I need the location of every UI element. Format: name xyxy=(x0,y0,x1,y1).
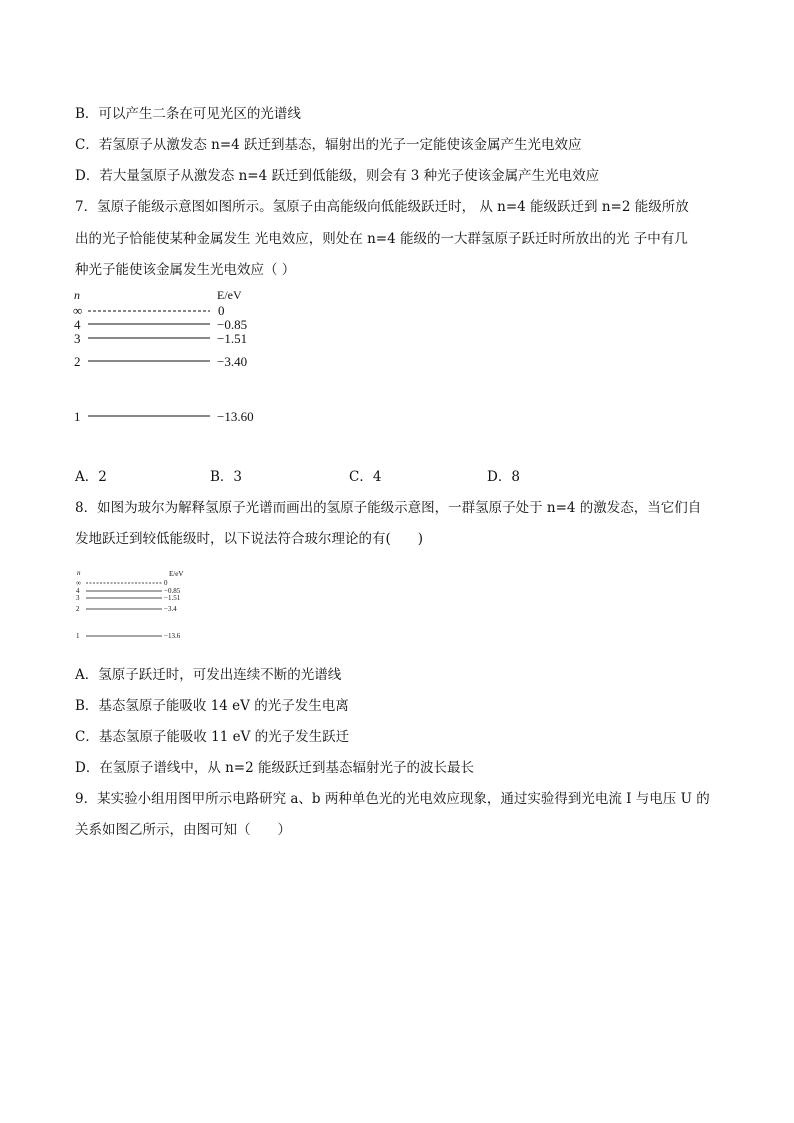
level-1-n: 1 xyxy=(74,409,81,424)
option-c-line: C．若氢原子从激发态 n=4 跃迁到基态，辐射出的光子一定能使该金属产生光电效应 xyxy=(75,137,582,153)
question-8-line-1: 8．如图为玻尔为解释氢原子光谱而画出的氢原子能级示意图，一群氢原子处于 n=4 的激发态，当它们自 xyxy=(75,500,702,516)
diagram-e-header: E/eV xyxy=(217,288,242,302)
level-4-e: −0.85 xyxy=(217,317,248,332)
q8-option-b: B．基态氢原子能吸收 14 eV 的光子发生电离 xyxy=(75,698,349,714)
small-level-inf-e: 0 xyxy=(164,579,168,587)
level-1-e: −13.60 xyxy=(217,409,254,424)
level-inf-n: ∞ xyxy=(73,303,83,318)
level-3-e: −1.51 xyxy=(217,331,248,346)
question-9-line-1: 9．某实验小组用图甲所示电路研究 a、b 两种单色光的光电效应现象，通过实验得到光电流 I 与电压 U 的 xyxy=(75,791,710,807)
small-level-1-n: 1 xyxy=(76,632,80,640)
small-level-inf-n: ∞ xyxy=(76,579,81,587)
option-d-line: D．若大量氢原子从激发态 n=4 跃迁到低能级，则会有 3 种光子使该金属产生光电效应 xyxy=(75,168,600,184)
question-7-line-3: 种光子能使该金属发生光电效应（ ） xyxy=(75,262,296,278)
q7-option-c: C．4 xyxy=(349,469,382,485)
option-b-line: B．可以产生二条在可见光区的光谱线 xyxy=(75,106,301,122)
small-diagram-e-header: E/eV xyxy=(169,570,184,578)
level-4-n: 4 xyxy=(74,317,81,332)
level-2-e: −3.40 xyxy=(217,354,248,369)
level-2-n: 2 xyxy=(74,354,81,369)
small-level-2-e: −3.4 xyxy=(164,605,177,613)
question-9-line-2: 关系如图乙所示，由图可知（ ） xyxy=(75,822,291,838)
small-level-1-e: −13.6 xyxy=(164,632,181,640)
question-7-line-2: 出的光子恰能使某种金属发生 光电效应，则处在 n=4 能级的一大群氢原子跃迁时所放出的光 子中有几 xyxy=(75,231,688,247)
q8-option-d: D．在氢原子谱线中，从 n=2 能级跃迁到基态辐射光子的波长最长 xyxy=(75,760,475,776)
small-diagram-n-header: n xyxy=(77,569,81,577)
energy-level-diagram-small xyxy=(74,566,204,644)
q7-option-a: A．2 xyxy=(75,469,107,485)
q7-option-d: D．8 xyxy=(487,469,520,485)
small-level-2-n: 2 xyxy=(76,605,80,613)
level-inf-e: 0 xyxy=(218,303,225,318)
diagram-n-header: n xyxy=(74,288,80,302)
question-8-line-2: 发地跃迁到较低能级时，以下说法符合玻尔理论的有( ) xyxy=(75,531,424,547)
q7-option-b: B．3 xyxy=(210,469,243,485)
energy-level-diagram-large xyxy=(70,285,290,430)
small-level-4-n: 4 xyxy=(76,587,80,595)
small-level-3-e: −1.51 xyxy=(164,594,181,602)
small-level-3-n: 3 xyxy=(76,594,80,602)
q8-option-c: C．基态氢原子能吸收 11 eV 的光子发生跃迁 xyxy=(75,729,350,745)
question-7-line-1: 7．氢原子能级示意图如图所示。氢原子由高能级向低能级跃迁时， 从 n=4 能级跃迁到 n=2 能级所放 xyxy=(75,199,689,215)
small-level-4-e: −0.85 xyxy=(164,587,181,595)
q8-option-a: A．氢原子跃迁时，可发出连续不断的光谱线 xyxy=(75,667,342,683)
level-3-n: 3 xyxy=(74,331,81,346)
